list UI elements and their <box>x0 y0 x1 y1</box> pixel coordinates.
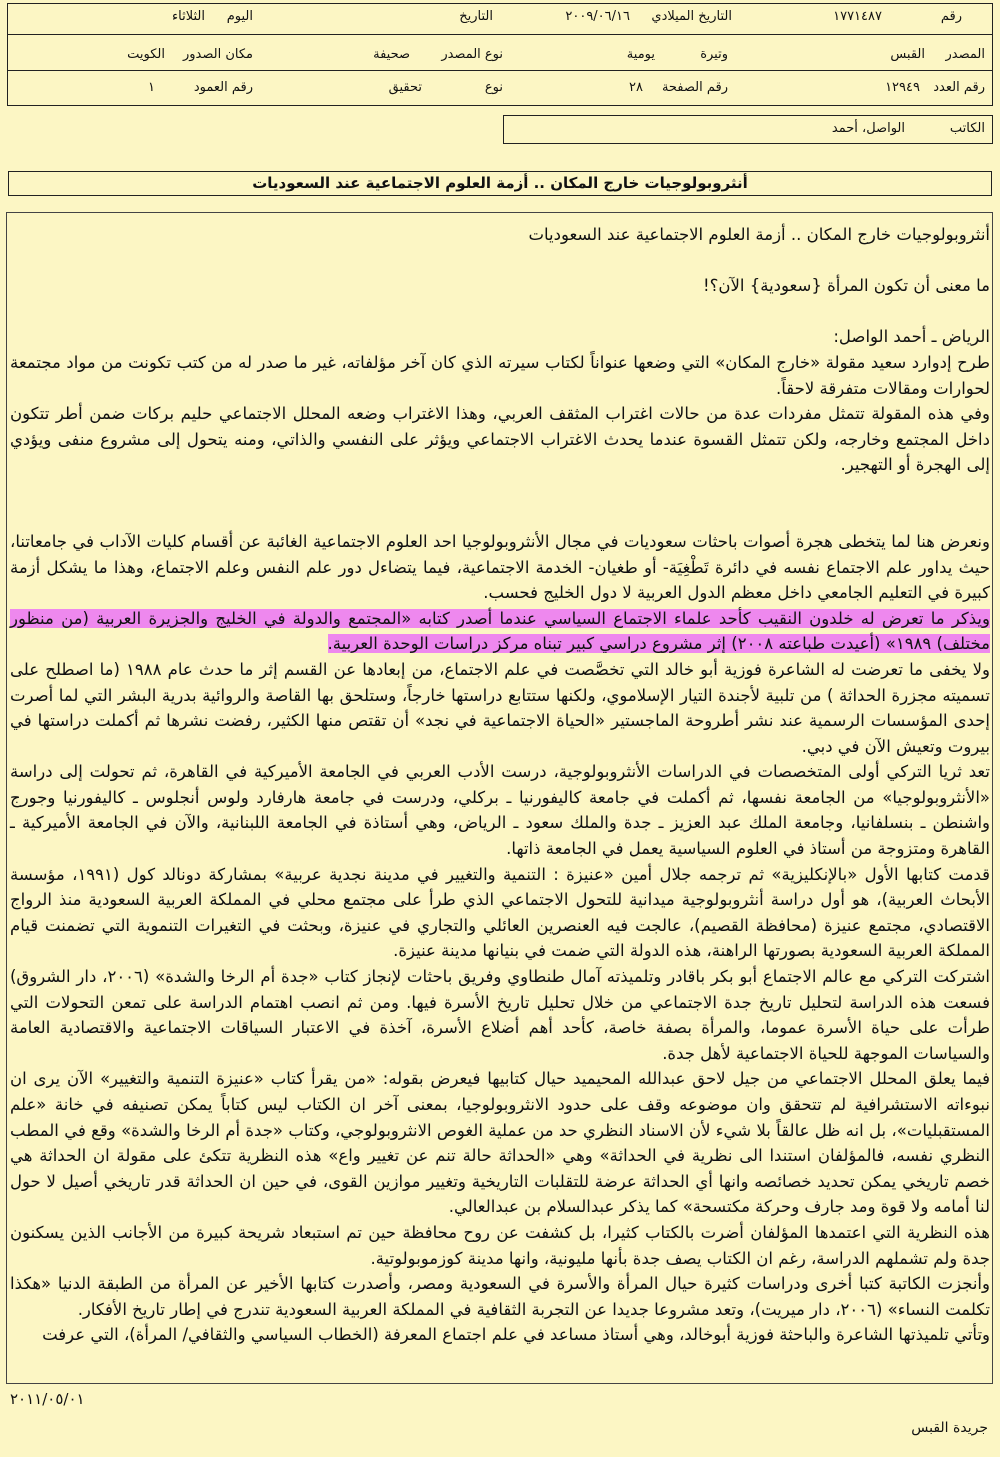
article-paragraph: وتأتي تلميذتها الشاعرة والباحثة فوزية أبوخالد، وهي أستاذ مساعد في علم اجتماع المعرفة (الخطاب السياسي والثقافي/ المرأة)، التي عرفت <box>42 1325 990 1345</box>
adad-label: رقم العدد <box>933 80 985 95</box>
article-subtitle: ما معنى أن تكون المرأة {سعودية} الآن؟! <box>703 276 990 296</box>
writer-value: الواصل، أحمد <box>831 121 905 136</box>
highlight: ويذكر ما تعرض له خلدون النقيب كأحد علماء الاجتماع السياسي عندما أصدر كتابه «المجتمع والدولة في الخليج والجزيرة العربية (من منظور مختلف) ١٩٨٩» (أعيدت طباعته ٢٠٠٨) إثر مشروع دراسي كبير تبناه مركز دراسات الوحدة العربية. <box>10 608 990 654</box>
naw-masdar-value: صحيفة <box>373 47 410 62</box>
article-paragraph: هذه النظرية التي اعتمدها المؤلفان أضرت بالكتاب كثيرا، بل كشفت عن روح محافظة حين تم استبعاد شريحة كبيرة من الأجانب الذين يسكنون جدة ولم تشملهم الدراسة، رغم ان الكتاب يصف جدة بأنها مليونية، وانها مدينة كوزموبولوتية. <box>10 1222 990 1268</box>
safha-value: ٢٨ <box>629 80 643 95</box>
article-title: أنثروبولوجيات خارج المكان .. أزمة العلوم الاجتماعية عند السعوديات <box>8 171 992 196</box>
article-body <box>10 222 990 1348</box>
makan-value: الكويت <box>127 47 165 62</box>
makan-label: مكان الصدور <box>182 47 253 62</box>
naw-value: تحقيق <box>388 80 422 95</box>
masdar-label: المصدر <box>945 47 985 62</box>
amud-label: رقم العمود <box>193 80 253 95</box>
watira-label: وتيرة <box>700 47 728 62</box>
watira-value: يومية <box>626 47 655 62</box>
raqm-label: رقم <box>940 9 962 24</box>
article-paragraph: اشتركت التركي مع عالم الاجتماع أبو بكر باقادر وتلميذته آمال طنطاوي وفريق باحثات لإنجاز كتاب «جدة أم الرخا والشدة» (٢٠٠٦، دار الشروق) فسعت هذه الدراسة لتحليل تاريخ جدة الاجتماعي من خلال تحليل تاريخ الأسرة فيها. ومن ثم انصب اهتمام الدراسة على تمعن التحولات التي طرأت على حياة الأسرة عموما، والمرأة بصفة خاصة، كأحد أهم أضلاع الأسرة، آخذة في الاعتبار السياقات الاجتماعية والاقتصادية العامة والسياسات الموجهة للحياة الاجتماعية لأهل جدة. <box>10 967 991 1063</box>
writer-label: الكاتب <box>949 121 985 136</box>
safha-label: رقم الصفحة <box>661 80 728 95</box>
article-paragraph: ونعرض هنا لما يتخطى هجرة أصوات باحثات سعوديات في مجال الأنثروبولوجيا احد العلوم الاجتماعية الغائبة عن أقسام كليات الآداب في جامعاتنا، حيث يداور علم الاجتماع نفسه في دائرة تَطْغِيَة- أو طغيان- الخدمة الاجتماعية، فيما يتضاءل دور علم النفس وعلم الاجتماع، وهذا ما يشكل أزمة كبيرة في التعليم الجامعي داخل معظم الدول العربية لا دول الخليج فحسب. <box>10 531 990 603</box>
article-paragraph: طرح إدوارد سعيد مقولة «خارج المكان» التي وضعها عنواناً لكتاب سيرته الذي كان آخر مؤلفاته، غير ما صدر له من كتب تكونت من مواد مجتمعة لحوارات ومقالات متفرقة لاحقاً. <box>10 352 990 398</box>
article-paragraph-highlighted <box>10 606 990 657</box>
raqm-value: ١٧٧١٤٨٧ <box>833 9 882 24</box>
yawm-value: الثلاثاء <box>172 9 205 24</box>
header-divider <box>7 70 993 71</box>
yawm-label: اليوم <box>226 9 253 24</box>
naw-label: نوع <box>484 80 503 95</box>
article-byline: الرياض ـ أحمد الواصل: <box>833 327 990 347</box>
footer-date: ٢٠١١/٠٥/٠١ <box>10 1390 85 1408</box>
header-divider <box>7 34 993 35</box>
footer-newspaper: جريدة القبس <box>911 1420 988 1436</box>
miladi-value: ٢٠٠٩/٠٦/١٦ <box>565 9 630 24</box>
article-paragraph: وأنجزت الكاتبة كتبا أخرى ودراسات كثيرة حيال المرأة والأسرة في السعودية ومصر، وأصدرت كتابها الأخير عن المرأة من الطبقة الدنيا «هكذا تكلمت النساء» (٢٠٠٦، دار ميريت)، وتعد مشروعا جديدا عن التجربة الثقافية في المملكة العربية السعودية تندرج في إطار تاريخ الأفكار. <box>10 1274 990 1319</box>
article-paragraph: ولا يخفى ما تعرضت له الشاعرة فوزية أبو خالد التي تخصَّصت في علم الاجتماع، من إبعادها عن القسم إثر ما حدث عام ١٩٨٨ (ما اصطلح على تسميته مجزرة الحداثة ) من تلبية لأجندة التيار الإسلاموي، ولكنها ستتابع دراستها خارجاً، وستلحق بها القاصة والروائية بدرية البشر التي لما أصرت إحدى المؤسسات الرسمية عند نشر أطروحة الماجستير «الحياة الاجتماعية في نجد» أن تقتص منها الكثير، رفضت نشرها ثم أكملت دراستها في بيروت وتعيش الآن في دبي. <box>10 659 990 756</box>
article-paragraph: فيما يعلق المحلل الاجتماعي من جيل لاحق عبدالله المحيميد حيال كتابيها فيعرض بقوله: «من يقرأ كتاب «عنيزة التنمية والتغيير» الآن يرى ان نبوءاته الاستشرافية لم تتحقق وان موضوعه وقف على حدود الانثروبولوجيا، بمعنى آخر ان الكتاب ليس كتاباً يمكن تصنيفه في خانة «علم المستقبليات»، بل انه ظل عالقاً بلا شيء لأن الاسناد النظري حد من عملية الغوص الانثروبولوجي، وكتاب «جدة أم الرخا والشدة» وقع في المطب النظري نفسه، فالمؤلفان استندا الى نظرية في الحداثة» وهي «الحداثة حالة تنم عن تغيير واع» هذه النظرية تتكئ على مقولة ان الحداثة هي خصم تاريخي يمكن تحديد خصائصه وانها أي الحداثة عرضة للتقلبات التاريخية وتغيير موازين القوى، في حين ان الحداثة قدر تاريخي أصيل لا حول لنا أمامه ولا قوة ومد جارف وحركة مكتسحة» كما يذكر عبدالسلام بن عبدالعالي. <box>10 1069 990 1217</box>
masdar-value: القبس <box>890 47 925 62</box>
naw-masdar-label: نوع المصدر <box>441 47 503 62</box>
miladi-label: التاريخ الميلادي <box>651 9 732 24</box>
article-paragraph: تعد ثريا التركي أولى المتخصصات في الدراسات الأنثروبولوجية، درست الأدب العربي في الجامعة الأميركية في القاهرة، ثم تحولت إلى دراسة «الأنثروبولوجيا» من الجامعة نفسها، ثم أكملت في جامعة كاليفورنيا ـ بركلي، ودرست في جامعة هارفارد ولوس أنجلوس ـ كاليفورنيا وجورج واشنطن ـ بنسلفانيا، وجامعة الملك عبد العزيز ـ جدة والملك سعود ـ الرياض، وهي أستاذة في الجامعة اللبنانية، والآن في الجامعة الأميركية ـ القاهرة ومتزوجة من أستاذ في العلوم السياسية يعمل في الجامعة ذاتها. <box>10 762 990 859</box>
article-paragraph: قدمت كتابها الأول «بالإنكليزية» ثم ترجمه جلال أمين «عنيزة : التنمية والتغيير في مدينة نجدية عربية» بمشاركة دونالد كول (١٩٩١، مؤسسة الأبحاث العربية)، هو أول دراسة أنثروبولوجية ميدانية للتحول الاجتماعي الذي طرأ على مجتمع محلي في المملكة العربية السعودية منذ الرواج الاقتصادي، مجتمع عنيزة (محافظة القصيم)، عالجت فيه العنصرين العائلي والتجاري في عنيزة، وبحثت في التغيرات التنموية التي تضمنت قيام المملكة العربية السعودية بصورتها الراهنة، هذه الدولة التي ضمت في بنيانها مدينة عنيزة. <box>10 864 991 961</box>
writer-box <box>503 115 993 144</box>
article-repeat-title: أنثروبولوجيات خارج المكان .. أزمة العلوم الاجتماعية عند السعوديات <box>528 225 990 244</box>
tarikh-label: التاريخ <box>459 9 493 24</box>
amud-value: ١ <box>148 80 155 95</box>
article-paragraph: وفي هذه المقولة تتمثل مفردات عدة من حالات اغتراب المثقف العربي، وهذا الاغتراب وضعه المحلل الاجتماعي حليم بركات ضمن أطر تتكون داخل المجتمع وخارجه، ولكن تتمثل القسوة عندما يحدث الاغتراب الاجتماعي ويؤثر على النفسي والذاتي، ومنه يتحول إلى مشروع منفى ويؤدي إلى الهجرة أو التهجير. <box>10 404 990 475</box>
adad-value: ١٢٩٤٩ <box>885 80 920 95</box>
